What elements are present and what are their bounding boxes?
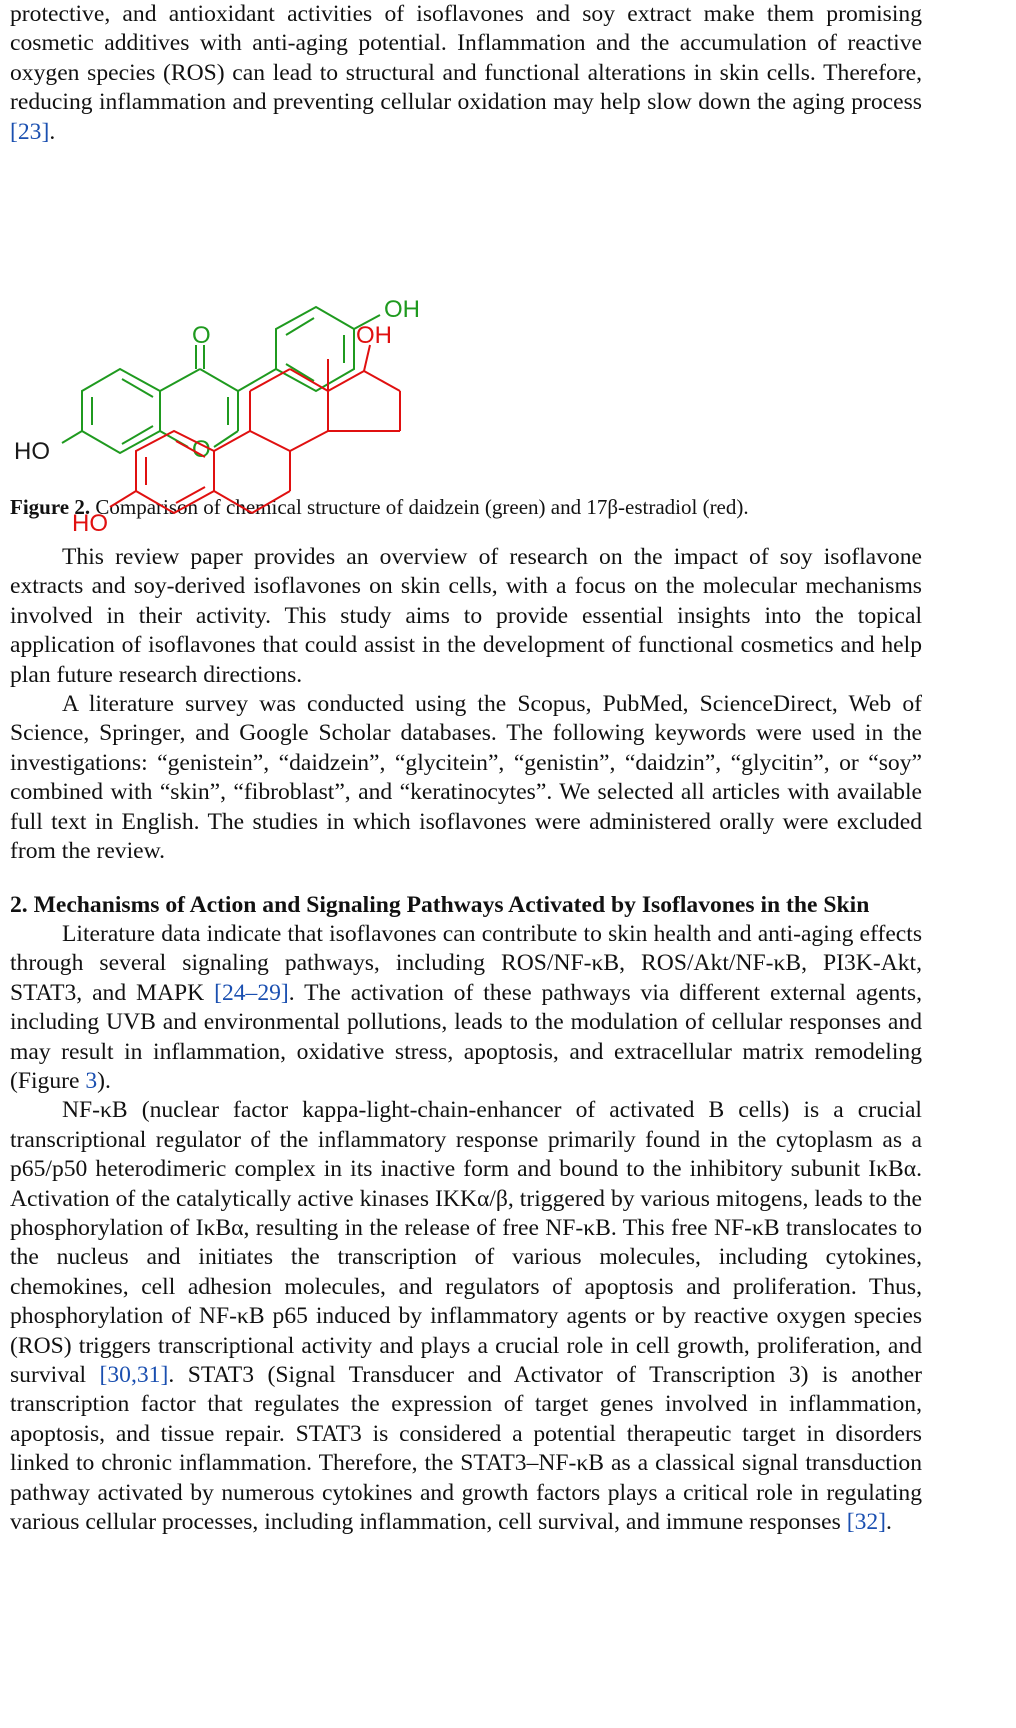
intro-paragraph — [10, 0, 922, 147]
caption-label: Figure 2. — [10, 495, 91, 520]
estradiol-ho-label: HO — [72, 510, 108, 538]
estradiol-ring-c-bond-5 — [290, 431, 328, 451]
mechanisms-text-c: ). — [97, 1067, 111, 1094]
overview-paragraph: This review paper provides an overview of research on the impact of soy isoflavone extracts and soy-derived isoflavones on skin cells, with a focus on the molecular mechanisms involved in their activity. This study aims to provide essential insights into the topical application of isoflavones that could assist in the development of functional cosmetics and help plan future research directions. — [10, 544, 922, 688]
daidzein-phenyl-double-3 — [286, 364, 314, 381]
daidzein-phenyl-ring — [276, 307, 354, 391]
daidzein-benzo-double-2 — [122, 379, 153, 397]
estradiol-structure — [110, 345, 400, 513]
daidzein-benzo-double-3 — [122, 426, 153, 444]
citation-link[interactable]: [23] — [10, 118, 50, 145]
daidzein-c4-c4a-bond — [160, 369, 200, 391]
survey-paragraph: A literature survey was conducted using the Scopus, PubMed, ScienceDirect, Web of Science, Springer, and Google Scholar databases. The following keywords were used in the investigations: “genistein”, “daidzein”, “glycitein”, “genistin”, “daidzin”, “glycitin”, or “soy” combined with “skin”, “fibroblast”, and “keratinocytes”. We selected all articles with available full text in English. The studies in which isoflavones were administered orally were excluded from the review. — [10, 691, 922, 865]
intro-end: . — [49, 118, 56, 145]
section-heading: 2. Mechanisms of Action and Signaling Pathways Activated by Isoflavones in the Skin — [10, 891, 870, 918]
mechanisms-text-a: Literature data indicate that isoflavones can contribute to skin health and anti-aging effects through several signaling pathways, including ROS/NF-κB, ROS/Akt/NF-κB, PI3K-Akt, STAT3, and MAPK — [10, 920, 922, 1006]
citation-link[interactable]: [24–29] — [214, 979, 289, 1006]
intro-text: protective, and antioxidant activities of isoflavones and soy extract make them promising cosmetic additives with anti-aging potential. Inflammation and the accumulation of reactive oxygen species (ROS) can lead to structural and functional alterations in skin cells. Therefore, reducing inflammation and preventing cellular oxidation may help slow down the aging process — [10, 1, 922, 116]
daidzein-c3-c4-bond — [200, 369, 238, 391]
daidzein-carbonyl-o-label: O — [192, 322, 211, 350]
citation-link[interactable]: [30,31] — [99, 1362, 169, 1388]
nfkb-text-a: NF-κB (nuclear factor kappa-light-chain-enhancer of activated B cells) is a crucial transcriptional regulator of the inflammatory response primarily found in the cytoplasm as a p65/p50 heterodimeric complex in its inactive form and bound to the inhibitory subunit IκBα. Activation of the catalytically active kinases IKKα/β, triggered by various mitogens, leads to the phosphorylation of IκBα, resulting in the release of free NF-κB. This free NF-κB translocates to the nucleus and initiates the transcription of various molecules, including cytokines, chemokines, cell adhesion molecules, and regulators of apoptosis and proliferation. Thus, phosphorylation of NF-κB p65 induced by inflammatory agents or by reactive oxygen species (ROS) triggers transcriptional activity and plays a crucial role in cell growth, proliferation, and survival — [10, 1097, 922, 1388]
daidzein-ring-o-label: O — [192, 436, 211, 464]
estradiol-ring-b-bond-2 — [250, 431, 290, 451]
caption-text: Comparison of chemical structure of daidzein (green) and 17β-estradiol (red). — [90, 495, 749, 520]
daidzein-benzo-ring — [82, 369, 160, 453]
estradiol-oh-label: OH — [356, 322, 392, 350]
mechanisms-paragraph — [10, 920, 922, 1096]
daidzein-ho-bond — [62, 431, 82, 443]
daidzein-oh-label: OH — [384, 296, 420, 324]
estradiol-ring-d-bond-2 — [364, 371, 400, 391]
citation-link[interactable]: [32] — [846, 1509, 887, 1536]
paper-page — [10, 0, 922, 1537]
nfkb-paragraph — [10, 1096, 922, 1537]
mechanisms-text-b: . The activation of these pathways via different external agents, including UVB and environmental pollutions, leads to the modulation of cellular responses and may result in inflammation, oxidative stress, apoptosis, and extracellular matrix remodeling (Figure — [10, 979, 922, 1094]
figure-link[interactable]: 3 — [85, 1067, 98, 1094]
nfkb-text-b: . STAT3 (Signal Transducer and Activator of Transcription 3) is another transcription factor that regulates the expression of target genes involved in inflammation, apoptosis, and tissue repair. STAT3 is considered a potential therapeutic target in disorders linked to chronic inflammation. Therefore, the STAT3–NF-κB as a classical signal transduction pathway activated by numerous cytokines and growth factors plays a critical role in regulating various cellular processes, including inflammation, cell survival, and immune responses — [10, 1362, 922, 1536]
daidzein-ho-label: HO — [14, 438, 50, 466]
nfkb-text-c: . — [886, 1509, 892, 1536]
